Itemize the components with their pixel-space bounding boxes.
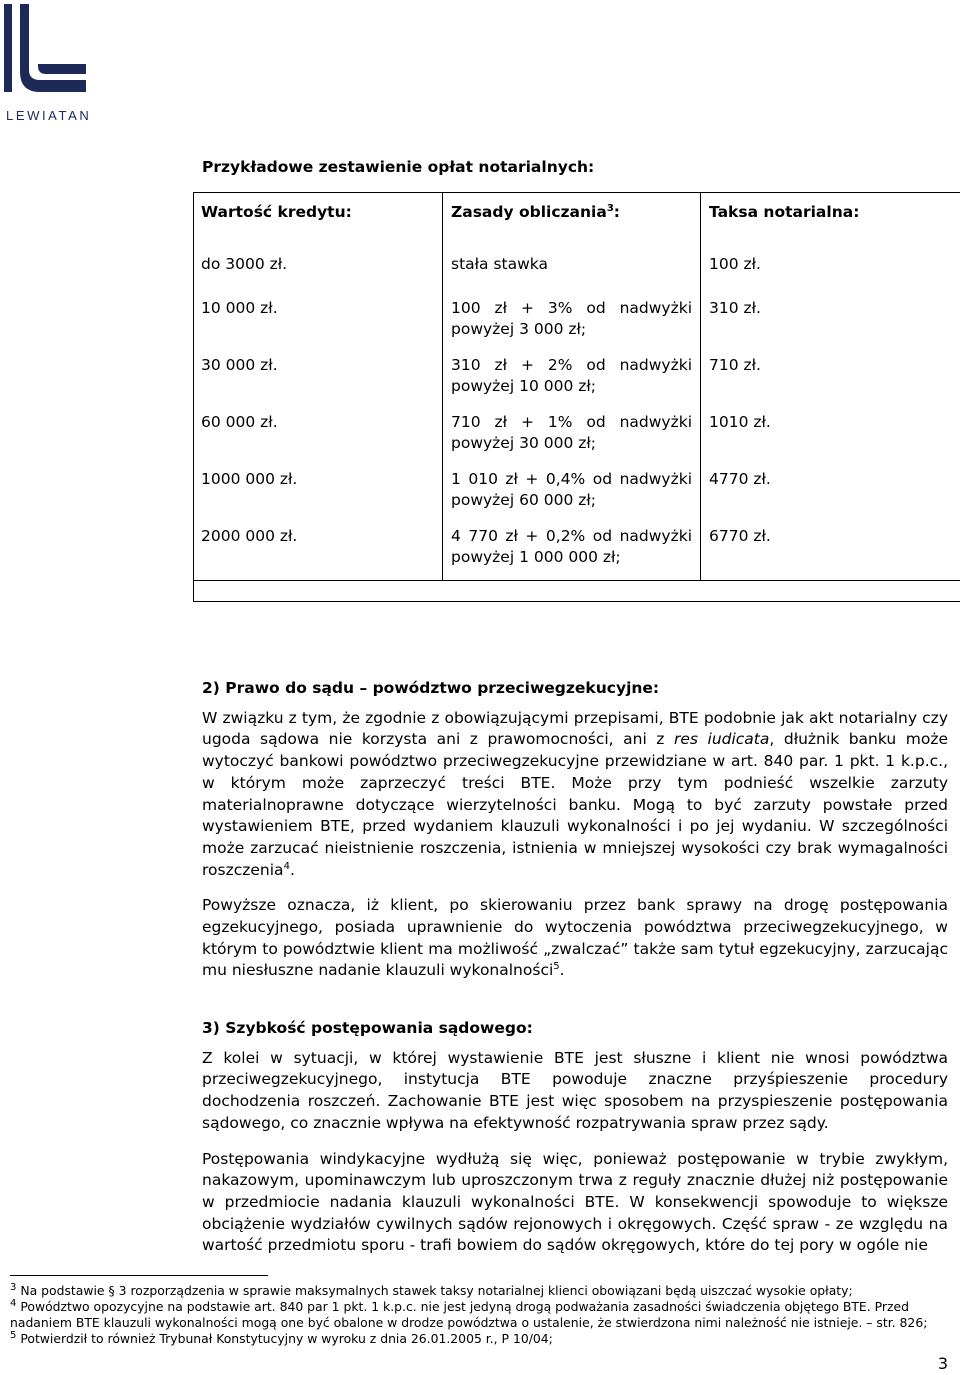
header-calculation-rules: Zasady obliczania$^3$: [443,193,701,247]
page-number: 3 [937,1354,948,1373]
notarial-fees-table [193,192,960,581]
section-title: 3) Szybkość postępowania sądowego: [202,1019,533,1037]
lewiatan-logo [0,0,100,130]
table-row: 30 000 zł. 310 zł + 2% od nadwyżki powyżej 10 000 zł; 710 zł. [193,347,960,404]
footnote-separator [10,1275,268,1276]
table-heading: Przykładowe zestawienie opłat notarialnych: [202,158,595,176]
paragraph: Powyższe oznacza, iż klient, po skierowaniu przez bank sprawy na drogę postępowania egzekucyjnego, posiada uprawnienie do wytoczenia powództwa przeciwegzekucyjnego, w którym to powództwie klient ma możliwość „zwalczać” także sam tytuł egzekucyjny, zarzucając mu niesłuszne nadanie klauzuli wykonalności$^5$. [202,896,948,980]
paragraph: Z kolei w sytuacji, w której wystawienie BTE jest słuszne i klient nie wnosi powództwa przeciwegzekucyjnego, instytucja BTE powoduje znaczne przyśpieszenie procedury dochodzenia roszczeń. Zachowanie BTE jest więc sposobem na przyspieszenie postępowania sądowego, co znacznie wpływa na efektywność rozpatrywania spraw przez sądy. [202,1048,948,1132]
header-notarial-fee: Taksa notarialna: [701,193,960,247]
table-row: 2000 000 zł. 4 770 zł + 0,2% od nadwyżki powyżej 1 000 000 zł; 6770 zł. [193,518,960,581]
table-row: do 3000 zł. stała stawka 100 zł. [193,246,960,290]
table-row: 10 000 zł. 100 zł + 3% od nadwyżki powyżej 3 000 zł; 310 zł. [193,290,960,347]
footnote: $^3$ Na podstawie § 3 rozporządzenia w sprawie maksymalnych stawek taksy notarialnej klienci obowiązani będą uiszczać wysokie opłaty; [10,1281,853,1298]
footnote: $^4$ Powództwo opozycyjne na podstawie art. 840 par 1 pkt. 1 k.p.c. nie jest jedyną drogą podważania zasadności świadczenia objętego BTE. Przed nadaniem BTE klauzuli wykonalności mogą one być obalone w drodze powództwa o ustalenie, że stwierdzona nimi należność nie istnieje. – str. 826; [10,1297,928,1330]
footnotes [10,1283,944,1347]
section-title: 2) Prawo do sądu – powództwo przeciwegzekucyjne: [202,679,660,697]
footnote: $^5$ Potwierdził to również Trybunał Konstytucyjny w wyroku z dnia 26.01.2005 r., P 10/04; [10,1329,553,1346]
header-credit-value: Wartość kredytu: [193,193,443,247]
paragraph: W związku z tym, że zgodnie z obowiązującymi przepisami, BTE podobnie jak akt notarialny czy ugoda sądowa nie korzysta ani z prawomocności, ani z res iudicata, dłużnik banku może wytoczyć bankowi powództwo przeciwegzekucyjne przewidziane w art. 840 par. 1 pkt. 1 k.p.c., w którym może zaprzeczyć treści BTE. Może przy tym podnieść wszelkie zarzuty materialnoprawne dotyczące wierzytelności banku. Mogą to być zarzuty powstałe przed wystawieniem BTE, przed wydaniem klauzuli wykonalności i po jej wydaniu. W szczególności może zarzucać nieistnienie roszczenia, istnienia w mniejszej wysokości czy brak wymagalności roszczenia$^4$. [202,708,948,879]
table-header-row [193,193,960,247]
table-row: 60 000 zł. 710 zł + 1% od nadwyżki powyżej 30 000 zł; 1010 zł. [193,404,960,461]
paragraph: Postępowania windykacyjne wydłużą się więc, ponieważ postępowanie w trybie zwykłym, nakazowym, upominawczym lub uproszczonym trwa z reguły znacznie dłużej niż postępowanie w przedmiocie nadania klauzuli wykonalności BTE. W konsekwencji spowoduje to większe obciążenie wydziałów cywilnych sądów rejonowych i okręgowych. Część spraw - ze względu na wartość przedmiotu sporu - trafi bowiem do sądów okręgowych, które do tej pory w ogóle nie [202,1149,948,1255]
table-row: 1000 000 zł. 1 010 zł + 0,4% od nadwyżki powyżej 60 000 zł; 4770 zł. [193,461,960,518]
section-right-to-court [202,678,948,996]
lewiatan-logo-mark [0,0,92,104]
logo-wordmark: LEWIATAN [6,108,92,123]
section-court-speed [202,1018,948,1271]
